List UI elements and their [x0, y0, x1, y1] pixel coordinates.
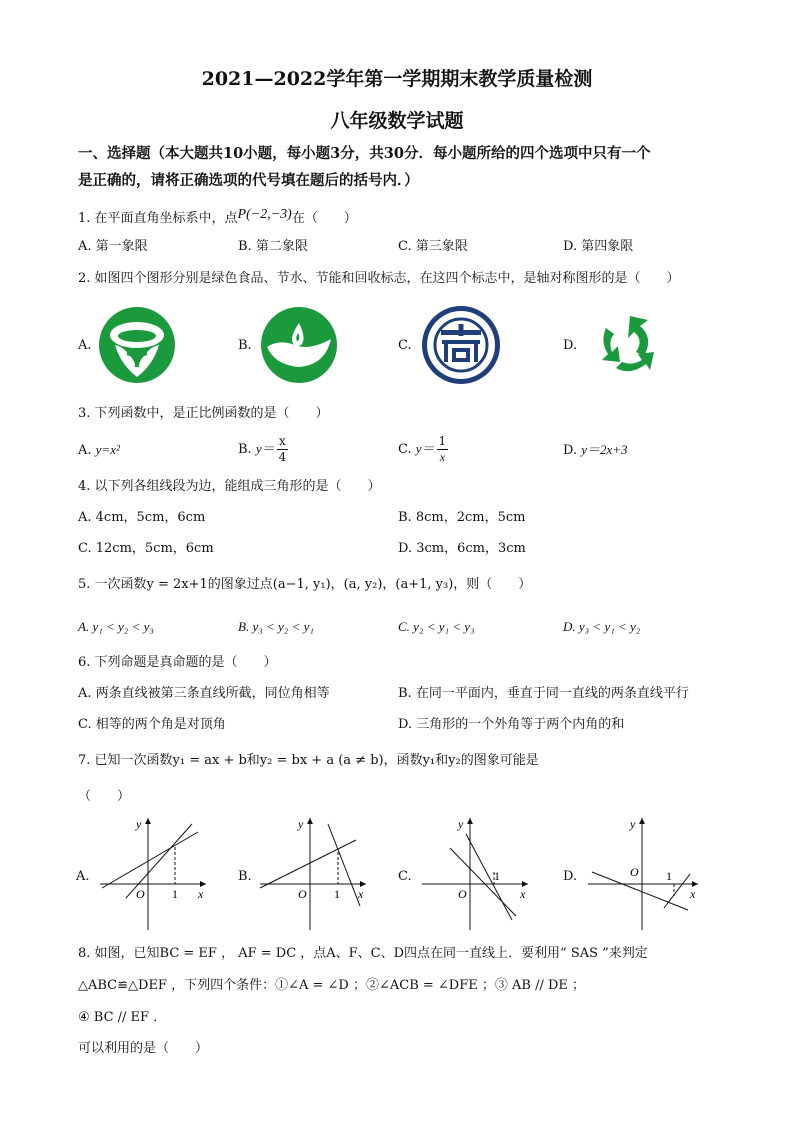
- q7-label-c: C.: [398, 869, 412, 884]
- y-axis-arrow: [467, 818, 473, 824]
- section-heading-line2: 是正确的，请将正确选项的代号填在题后的括号内．）: [78, 172, 419, 189]
- origin-label: O: [458, 887, 467, 901]
- q3-a-label: A.: [78, 443, 96, 458]
- q3-c-lhs: y＝: [415, 441, 435, 456]
- q3-b-label: B.: [238, 442, 256, 457]
- q7-graph-d: [584, 812, 704, 934]
- q6-option-a: A. 两条直线被第三条直线所截，同位角相等: [78, 686, 330, 701]
- q2-label-c: C.: [398, 338, 412, 353]
- recycle-logo-icon: [596, 312, 658, 376]
- q7-answer-bracket: （ ）: [78, 789, 131, 804]
- question-7: 7. 已知一次函数y₁ = ax + b和y₂ = bx + a (a ≠ b)，函数y₁和y₂的图象可能是: [78, 753, 539, 768]
- x-axis-label: x: [520, 887, 526, 901]
- q3-option-a: [78, 441, 120, 460]
- q7-label-a: A.: [76, 869, 90, 884]
- q2-label-a: A.: [78, 338, 92, 353]
- question-8-line3: ④ BC // EF ．: [78, 1010, 167, 1025]
- q1-stem-start: 1. 在平面直角坐标系中，点: [78, 211, 238, 226]
- q7-label-b: B.: [238, 869, 252, 884]
- q5-option-c: C. y₂ < y₁ < y₃: [398, 619, 475, 634]
- q3-b-lhs: y＝: [255, 441, 275, 456]
- y-axis-arrow: [307, 818, 313, 824]
- q3-option-b: [238, 430, 290, 469]
- q7-graph-b: [256, 812, 372, 934]
- q3-c-num: 1: [438, 434, 447, 448]
- origin-label: O: [136, 887, 145, 901]
- tick-label: 1: [666, 869, 672, 883]
- y-axis-arrow: [639, 818, 645, 824]
- q5-option-a: A. y₁ < y₂ < y₃: [78, 619, 154, 634]
- q3-b-num: x: [277, 434, 289, 450]
- exam-subtitle: 八年级数学试题: [330, 110, 464, 132]
- q3-a-expr: y=x²: [95, 442, 120, 457]
- q2-label-b: B.: [238, 338, 252, 353]
- water-saving-logo-icon: [259, 305, 339, 385]
- tick-label: 1: [494, 869, 500, 883]
- question-6: 6. 下列命题是真命题的是（ ）: [78, 655, 277, 670]
- q6-option-b: B. 在同一平面内，垂直于同一直线的两条直线平行: [398, 686, 689, 701]
- exam-title: 2021—2022学年第一学期期末教学质量检测: [201, 68, 593, 90]
- question-5: 5. 一次函数y = 2x+1的图象过点(a−1, y₁)，(a, y₂)，(a+1, y₃)，则（ ）: [78, 577, 532, 592]
- line-y1: [260, 840, 356, 888]
- q7-graph-a: [96, 812, 212, 934]
- question-2: 2. 如图四个图形分别是绿色食品、节水、节能和回收标志，在这四个标志中，是轴对称图形的是（ ）: [78, 271, 680, 286]
- q3-d-expr: y＝2x+3: [581, 442, 628, 457]
- question-1: [78, 206, 357, 228]
- y-axis-label: y: [136, 817, 142, 831]
- x-axis-label: x: [198, 887, 204, 901]
- origin-label: O: [630, 865, 639, 879]
- question-4: 4. 以下列各组线段为边，能组成三角形的是（ ）: [78, 479, 381, 494]
- q3-c-den: x: [439, 450, 446, 464]
- tick-label: 1: [334, 887, 340, 901]
- q4-option-a: A. 4cm，5cm，6cm: [78, 510, 206, 525]
- question-8-line2: △ABC≌△DEF ，下列四个条件：①∠A = ∠D ；②∠ACB = ∠DFE ；③ AB // DE ；: [78, 978, 586, 993]
- q7-label-d: D.: [563, 869, 578, 884]
- q4-option-c: C. 12cm，5cm，6cm: [78, 541, 214, 556]
- q1-stem-end: 在（ ）: [291, 211, 357, 226]
- question-8-line1: 8. 如图，已知BC = EF ， AF = DC ，点A、F、C、D四点在同一直线上．要利用“ SAS ”来判定: [78, 946, 648, 961]
- y-axis-arrow: [145, 818, 151, 824]
- line-y2: [328, 824, 360, 906]
- line-y2: [466, 834, 512, 920]
- y-axis-label: y: [458, 817, 464, 831]
- line-y1: [102, 832, 198, 888]
- q1-option-a: A. 第一象限: [78, 239, 148, 254]
- q3-c-label: C.: [398, 442, 416, 457]
- x-axis-label: x: [358, 887, 364, 901]
- green-food-logo-icon: [97, 305, 177, 385]
- q3-option-d: [563, 441, 628, 460]
- q1-point: P(−2,−3): [237, 207, 292, 222]
- energy-saving-logo-icon: [420, 304, 502, 386]
- q4-option-b: B. 8cm，2cm，5cm: [398, 510, 526, 525]
- q1-option-d: D. 第四象限: [563, 239, 634, 254]
- q3-b-den: 4: [278, 450, 287, 464]
- q4-option-d: D. 3cm，6cm，3cm: [398, 541, 526, 556]
- q5-option-b: B. y₃ < y₂ < y₁: [238, 619, 314, 634]
- q7-graph-c: [418, 812, 534, 934]
- origin-label: O: [298, 887, 307, 901]
- q5-option-d: D. y₃ < y₁ < y₂: [563, 619, 641, 634]
- x-axis-label: x: [690, 887, 696, 901]
- q3-b-fraction: [277, 434, 289, 465]
- q6-option-d: D. 三角形的一个外角等于两个内角的和: [398, 717, 625, 732]
- q1-option-c: C. 第三象限: [398, 239, 468, 254]
- line-y1: [450, 848, 516, 916]
- question-8-line4: 可以利用的是（ ）: [78, 1041, 209, 1056]
- q3-c-fraction: [437, 434, 449, 465]
- question-3: 3. 下列函数中，是正比例函数的是（ ）: [78, 406, 329, 421]
- y-axis-label: y: [298, 817, 304, 831]
- section-heading-line1: 一、选择题（本大题共10小题，每小题3分，共30分．每小题所给的四个选项中只有一个: [78, 145, 651, 162]
- q3-d-label: D.: [563, 443, 582, 458]
- q1-option-b: B. 第二象限: [238, 239, 308, 254]
- q6-option-c: C. 相等的两个角是对顶角: [78, 717, 226, 732]
- y-axis-label: y: [630, 817, 636, 831]
- tick-label: 1: [172, 887, 178, 901]
- q2-label-d: D.: [563, 338, 578, 353]
- q3-option-c: [398, 430, 450, 469]
